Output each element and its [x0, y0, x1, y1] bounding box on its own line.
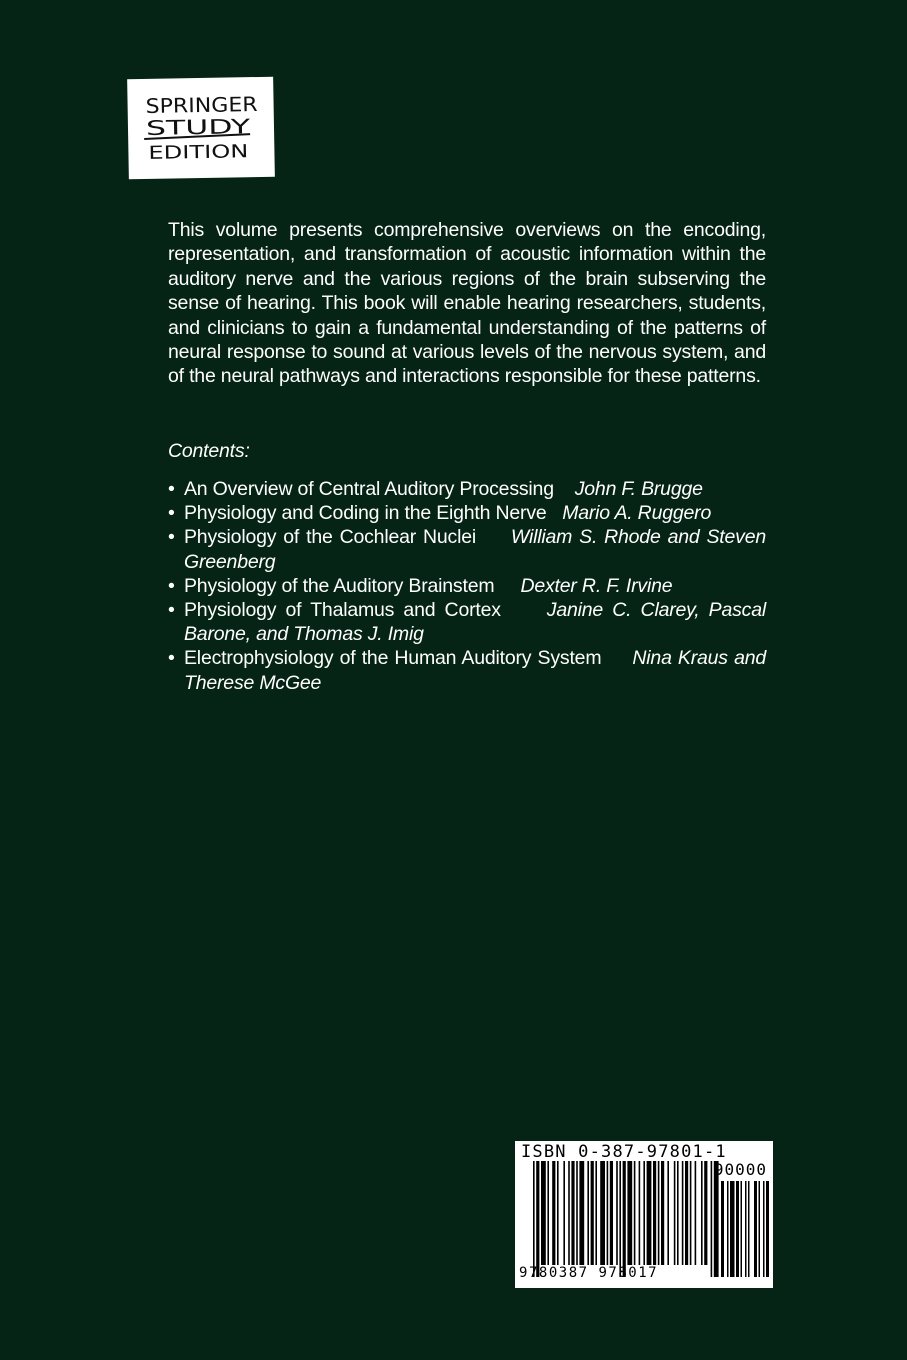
barcode-bar: [595, 1161, 597, 1265]
addon-bar: [759, 1181, 761, 1277]
chapter-title: Electrophysiology of the Human Auditory System: [184, 647, 602, 670]
addon-bar: [754, 1181, 757, 1277]
logo-line-2: STUDY: [145, 114, 213, 140]
barcode-bar: [600, 1161, 605, 1265]
chapter-author: John F. Brugge: [574, 478, 703, 500]
addon-bar: [745, 1181, 747, 1277]
bullet-icon: •: [168, 526, 175, 549]
barcode-bar: [607, 1161, 609, 1265]
chapter-author: Janine C. Clarey, Pascal Barone, and Thomas J. Imig: [184, 599, 767, 646]
description-blurb: This volume presents comprehensive overviews on the encoding, representation, and transformation of acoustic information within the auditory nerve and the various regions of the brain subserving the sense of hearing. This book will enable hearing researchers, students, and clinicians to gain a fundamental understanding of the patterns of neural response to sound at various levels of the nervous system, and of the neural pathways and interactions responsible for these patterns.: [168, 219, 766, 388]
addon-bar: [766, 1181, 769, 1277]
barcode-bar: [623, 1161, 626, 1277]
barcode-bar: [536, 1161, 539, 1277]
chapter-title: Physiology of the Auditory Brainstem: [184, 574, 495, 597]
barcode-bar: [653, 1161, 656, 1265]
barcode-bar: [674, 1161, 676, 1265]
barcode-bar: [685, 1161, 688, 1265]
price-addon-code: 90000: [713, 1160, 767, 1179]
barcode-bar: [619, 1161, 621, 1277]
bullet-icon: •: [168, 502, 175, 525]
ean-first-digit: 9: [519, 1265, 528, 1281]
chapter-author: Mario A. Ruggero: [562, 502, 712, 525]
barcode-bar: [579, 1161, 584, 1265]
barcode-bar: [701, 1161, 703, 1265]
barcode-bar: [647, 1161, 652, 1265]
logo-line-3: EDITION: [148, 141, 224, 164]
bullet-icon: •: [168, 478, 175, 500]
contents-heading: Contents:: [168, 440, 250, 462]
contents-item: [168, 646, 766, 694]
addon-bar: [727, 1181, 729, 1277]
contents-item: [168, 477, 766, 501]
barcode-bar: [682, 1161, 684, 1265]
logo-line-1: SPRINGER: [145, 92, 248, 118]
addon-bar: [741, 1181, 743, 1277]
contents-item: [168, 574, 766, 598]
logo-artwork: [127, 77, 275, 180]
addon-bar: [763, 1181, 765, 1277]
addon-bar: [730, 1181, 735, 1277]
bullet-icon: •: [168, 599, 175, 622]
contents-item: [168, 598, 766, 646]
barcode-bar: [591, 1161, 594, 1265]
contents-list: [168, 477, 766, 695]
ean-digits: 780387 978017: [529, 1265, 659, 1281]
bullet-icon: •: [168, 647, 175, 670]
contents-item: [168, 525, 766, 573]
barcode-bar: [661, 1161, 664, 1265]
barcode-bar: [568, 1161, 570, 1265]
chapter-title: Physiology of Thalamus and Cortex: [184, 599, 501, 622]
barcode-bar: [557, 1161, 559, 1265]
barcode-bar: [563, 1161, 565, 1265]
barcode-bar: [695, 1161, 697, 1265]
barcode-bar: [667, 1161, 669, 1265]
addon-bar: [721, 1181, 724, 1277]
chapter-title: Physiology and Coding in the Eighth Nerve: [184, 502, 547, 525]
barcode-bar: [704, 1161, 707, 1265]
chapter-author: William S. Rhode and Steven Greenberg: [184, 526, 766, 573]
bullet-icon: •: [168, 574, 175, 597]
barcode-bar: [639, 1161, 641, 1265]
barcode-bar: [711, 1161, 713, 1277]
chapter-title: An Overview of Central Auditory Processing: [184, 478, 554, 500]
barcode-bar: [576, 1161, 578, 1265]
contents-item: [168, 501, 766, 525]
barcode-bar: [627, 1161, 632, 1265]
barcode-bar: [643, 1161, 645, 1265]
barcode-bar: [552, 1161, 555, 1265]
barcode-bar: [690, 1161, 692, 1265]
barcode-bar: [610, 1161, 613, 1265]
isbn-barcode: [515, 1141, 773, 1288]
barcode-bar: [634, 1161, 636, 1265]
addon-bar: [748, 1181, 750, 1277]
chapter-title: Physiology of the Cochlear Nuclei: [184, 526, 477, 549]
barcode-bar: [658, 1161, 660, 1265]
springer-study-edition-logo: [127, 77, 275, 180]
barcode-bar: [541, 1161, 546, 1265]
isbn-number: ISBN 0-387-97801-1: [521, 1142, 727, 1162]
chapter-author: Dexter R. F. Irvine: [520, 574, 673, 597]
chapter-author: Nina Kraus and Therese McGee: [184, 647, 766, 694]
barcode-bar: [587, 1161, 589, 1265]
barcode-bar: [616, 1161, 618, 1265]
barcode-bar: [677, 1161, 679, 1265]
addon-bar: [736, 1181, 739, 1277]
barcode-bar: [547, 1161, 549, 1265]
barcode-bar: [533, 1161, 535, 1277]
barcode-bar: [571, 1161, 574, 1265]
